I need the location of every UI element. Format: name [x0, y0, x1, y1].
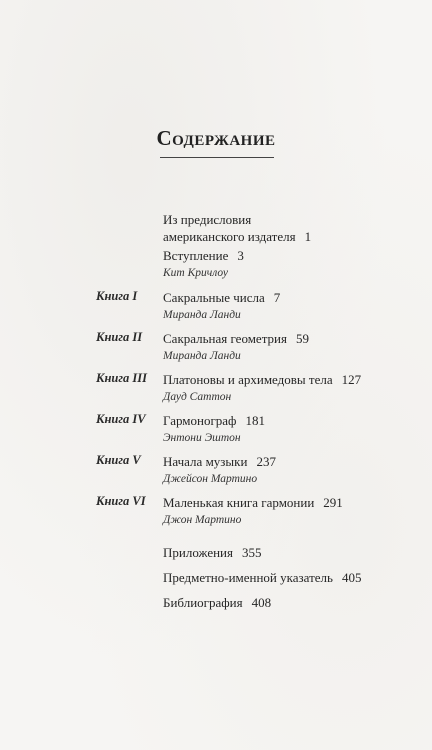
- entry-page-number: 59: [295, 331, 309, 346]
- entry-title-line-1: Из предисловия: [163, 212, 252, 227]
- entry-title: Сакральная геометрия: [163, 331, 287, 346]
- entry-page-number: 237: [256, 454, 276, 469]
- book-label: Книга VI: [96, 494, 146, 508]
- entry-page-number: 127: [341, 372, 362, 387]
- entry-author: Дауд Саттон: [163, 391, 232, 403]
- entry-title: Предметно-именной указатель: [163, 570, 333, 585]
- entry-page-number: 405: [341, 570, 362, 585]
- entry-title: Платоновы и архимедовы тела: [163, 372, 333, 387]
- entry-title: Гармонограф: [163, 413, 237, 428]
- entry-page-number: 181: [245, 413, 265, 428]
- entry-page-number: 7: [273, 290, 281, 305]
- entry-title: Сакральные числа: [163, 290, 265, 305]
- entry-page-number: 291: [323, 495, 343, 510]
- entry-page-number: 1: [304, 229, 312, 244]
- entry-author: Миранда Ланди: [163, 350, 241, 362]
- book-label: Книга III: [96, 371, 147, 385]
- entry-author: Энтони Эштон: [163, 432, 241, 444]
- entry-author: Джейсон Мартино: [163, 473, 258, 485]
- book-label: Книга V: [96, 453, 141, 467]
- entry-author: Кит Кричлоу: [163, 267, 228, 279]
- book-label: Книга IV: [96, 412, 146, 426]
- entry-page-number: 408: [251, 595, 272, 610]
- entry-title: Маленькая книга гармонии: [163, 495, 315, 510]
- entry-title: Начала музыки: [163, 454, 248, 469]
- book-label: Книга II: [96, 330, 143, 344]
- page-title: Содержание: [156, 126, 276, 150]
- entry-title: Приложения: [163, 545, 233, 560]
- entry-title: Вступление: [163, 248, 229, 263]
- entry-page-number: 355: [241, 545, 262, 560]
- entry-page-number: 3: [237, 248, 244, 263]
- book-label: Книга I: [96, 289, 138, 303]
- title-divider: [160, 157, 274, 158]
- entry-author: Миранда Ланди: [163, 309, 241, 321]
- entry-title: Библиография: [163, 595, 243, 610]
- entry-title-line-2: американского издателя: [163, 229, 296, 244]
- entry-author: Джон Мартино: [163, 514, 242, 526]
